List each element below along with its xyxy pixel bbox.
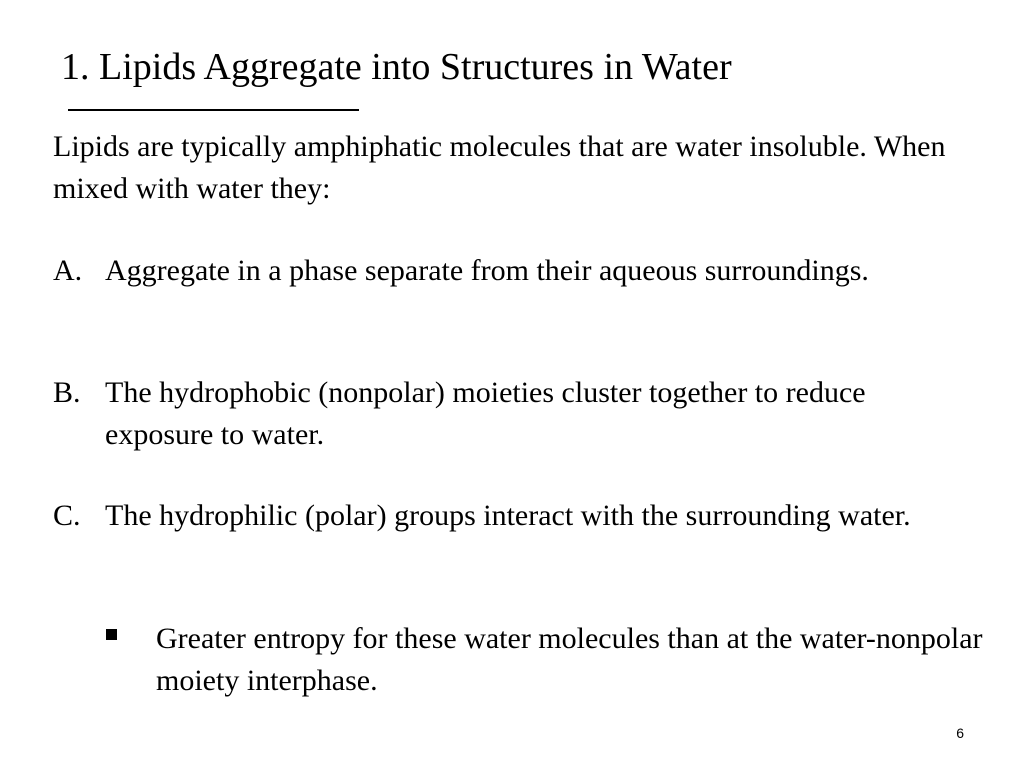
square-bullet-icon xyxy=(106,629,117,640)
intro-paragraph: Lipids are typically amphiphatic molecules that are water insoluble. When mixed with water they: xyxy=(53,130,946,205)
list-marker-c: C. xyxy=(53,499,81,532)
title-underline xyxy=(68,109,359,111)
list-marker-a: A. xyxy=(53,254,83,287)
list-text-a: Aggregate in a phase separate from their aqueous surroundings. xyxy=(105,254,869,287)
list-text-c: The hydrophilic (polar) groups interact with the surrounding water. xyxy=(105,499,911,532)
slide-title: 1. Lipids Aggregate into Structures in Water xyxy=(61,46,732,88)
sub-bullet-text: Greater entropy for these water molecules than at the water-nonpolar moiety interphase. xyxy=(156,622,983,697)
page-number: 6 xyxy=(956,725,964,741)
list-marker-b: B. xyxy=(53,376,81,409)
list-text-b: The hydrophobic (nonpolar) moieties cluster together to reduce exposure to water. xyxy=(105,376,866,451)
